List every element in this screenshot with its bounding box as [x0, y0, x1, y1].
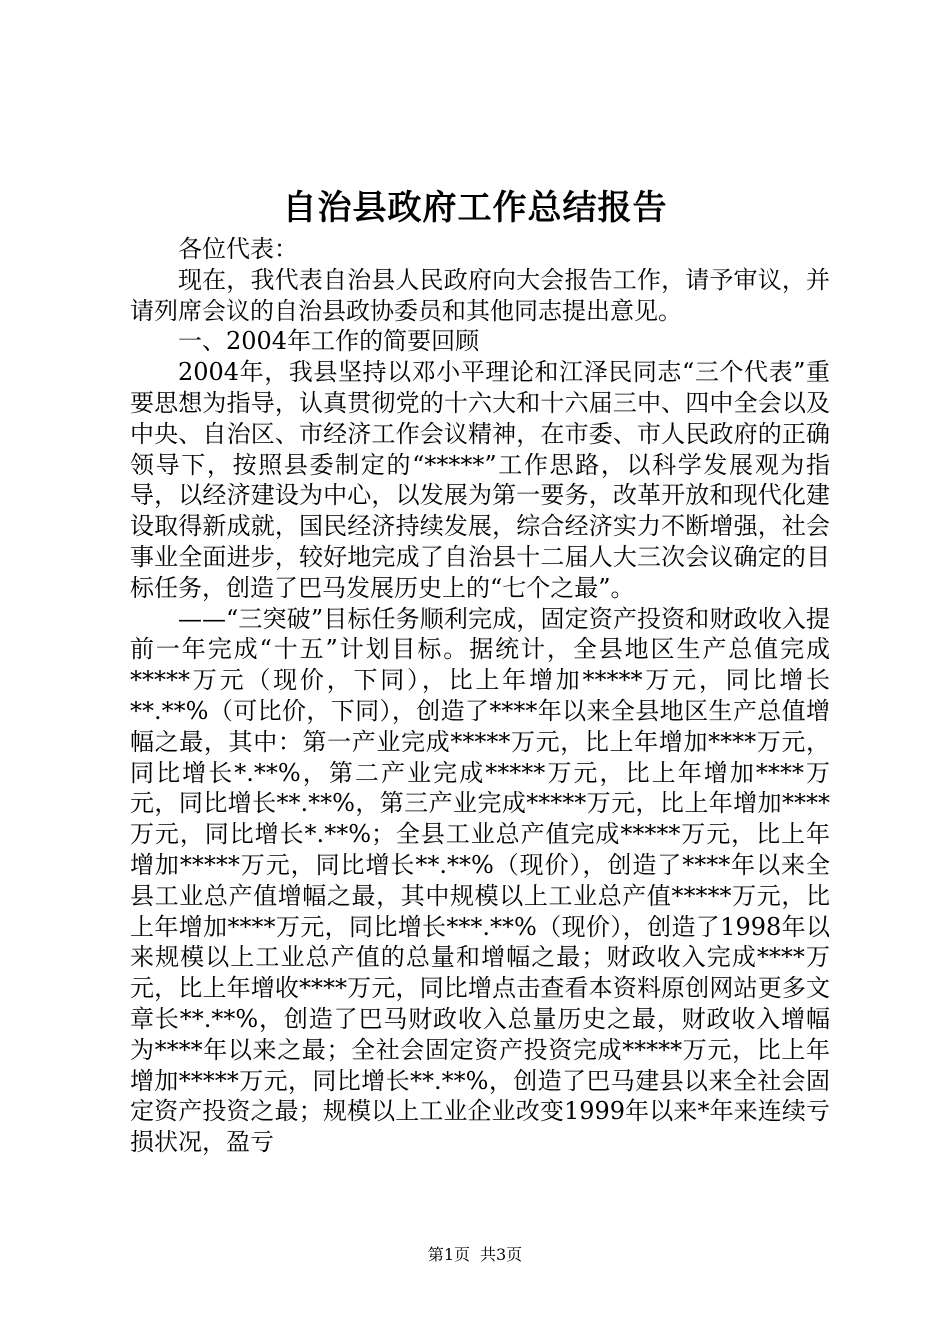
- page-number: 第1页: [427, 1245, 470, 1264]
- paragraph-review: 2004年，我县坚持以邓小平理论和江泽民同志“三个代表”重要思想为指导，认真贯彻党的十六大和十六届三中、四中全会以及中央、自治区、市经济工作会议精神，在市委、市人民政府的正确领导下，按照县委制定的“*****”工作思路，以科学发展观为指导，以经济建设为中心，以发展为第一要务，改革开放和现代化建设取得新成就，国民经济持续发展，综合经济实力不断增强，社会事业全面进步，较好地完成了自治县十二届人大三次会议确定的目标任务，创造了巴马发展历史上的“七个之最”。: [130, 358, 830, 602]
- page-footer: [0, 1244, 950, 1266]
- paragraph-salutation: 各位代表：: [178, 235, 298, 263]
- section-heading: 一、2004年工作的简要回顾: [178, 327, 480, 356]
- paragraph-intro: 现在，我代表自治县人民政府向大会报告工作，请予审议，并请列席会议的自治县政协委员和其他同志提出意见。: [130, 265, 830, 325]
- document-title: 自治县政府工作总结报告: [282, 188, 668, 228]
- paragraph-statistics: ——“三突破”目标任务顺利完成，固定资产投资和财政收入提前一年完成“十五”计划目标。据统计，全县地区生产总值完成*****万元（现价，下同），比上年增加*****万元，同比增长**.**%（可比价，下同），创造了****年以来全县地区生产总值增幅之最，其中：第一产业完成*****万元，比上年增加****万元，同比增长*.**%，第二产业完成*****万元，比上年增加****万元，同比增长**.**%，第三产业完成*****万元，比上年增加****万元，同比增长*.**%；全县工业总产值完成*****万元，比上年增加*****万元，同比增长**.**%（现价），创造了****年以来全县工业总产值增幅之最，其中规模以上工业总产值*****万元，比上年增加****万元，同比增长***.**%（现价），创造了1998年以来规模以上工业总产值的总量和增幅之最；财政收入完成****万元，比上年增收****万元，同比增点击查看本资料原创网站更多文章长**.**%，创造了巴马财政收入总量历史之最，财政收入增幅为****年以来之最；全社会固定资产投资完成*****万元，比上年增加*****万元，同比增长**.**%，创造了巴马建县以来全社会固定资产投资之最；规模以上工业企业改变1999年以来*年来连续亏损状况，盈亏: [130, 604, 830, 1157]
- document-body: [130, 234, 830, 1158]
- page-total: 共3页: [480, 1245, 523, 1264]
